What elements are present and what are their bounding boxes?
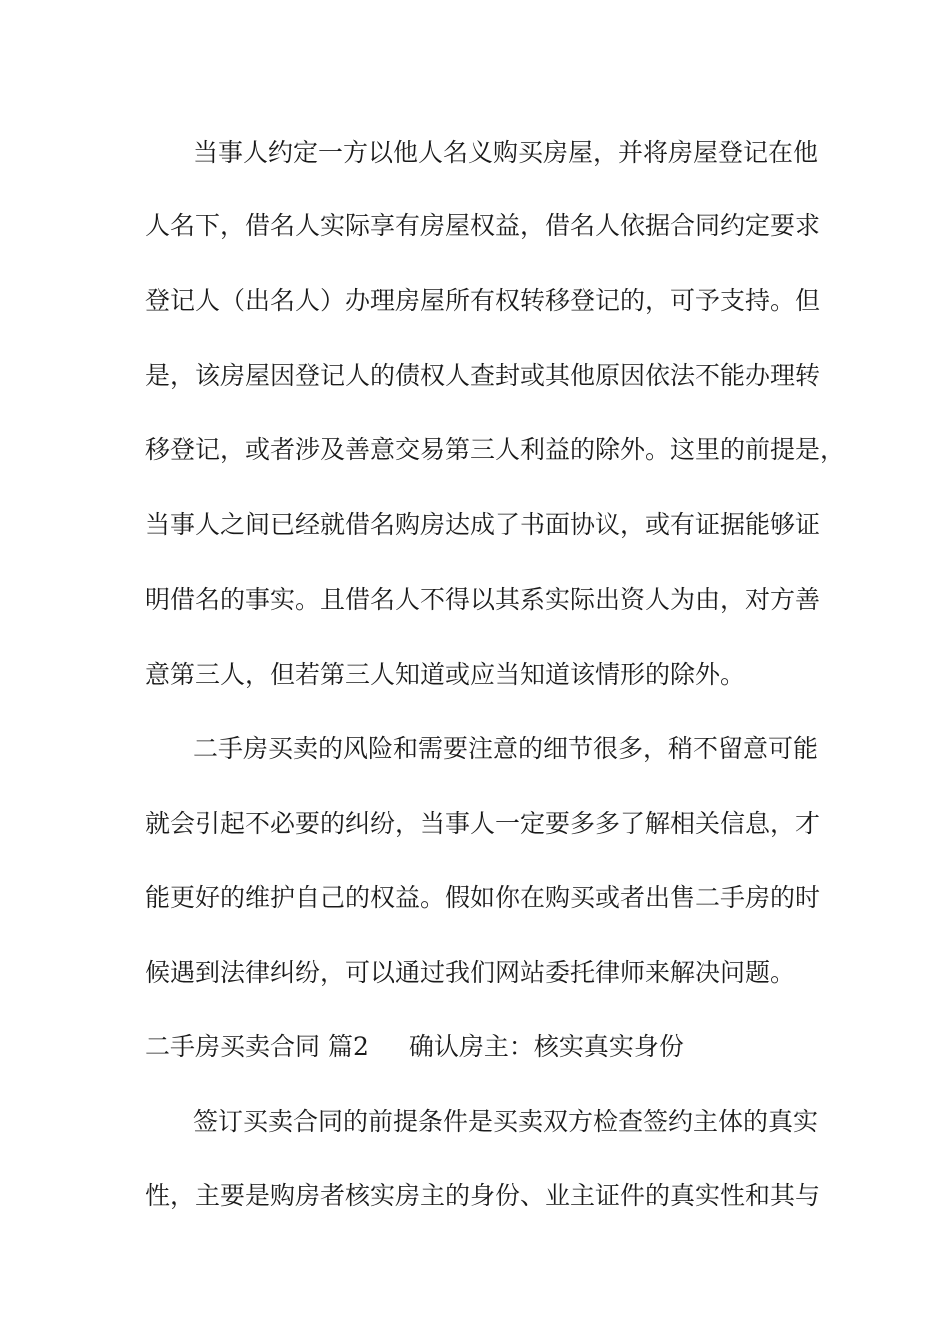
section-heading-subtitle: 确认房主：核实真实身份: [408, 1032, 684, 1061]
paragraph-2-line-1: 二手房买卖的风险和需要注意的细节很多，稍不留意可能: [193, 734, 819, 763]
section-heading-title: 二手房买卖合同 篇2: [145, 1032, 369, 1061]
paragraph-1-line-8: 意第三人，但若第三人知道或应当知道该情形的除外。: [145, 660, 746, 689]
paragraph-1-line-1: 当事人约定一方以他人名义购买房屋，并将房屋登记在他: [193, 138, 819, 167]
paragraph-1-line-7: 明借名的事实。且借名人不得以其系实际出资人为由，对方善: [145, 585, 821, 614]
section-heading: [145, 1031, 684, 1063]
paragraph-3-line-2: 性，主要是购房者核实房主的身份、业主证件的真实性和其与: [145, 1181, 821, 1210]
paragraph-1-line-3: 登记人（出名人）办理房屋所有权转移登记的，可予支持。但: [145, 286, 821, 315]
paragraph-3-line-1: 签订买卖合同的前提条件是买卖双方检查签约主体的真实: [193, 1107, 819, 1136]
paragraph-2-line-3: 能更好的维护自己的权益。假如你在购买或者出售二手房的时: [145, 883, 821, 912]
paragraph-1-line-5: 移登记，或者涉及善意交易第三人利益的除外。这里的前提是，: [145, 435, 846, 464]
paragraph-1-line-2: 人名下，借名人实际享有房屋权益，借名人依据合同约定要求: [145, 211, 821, 240]
paragraph-2-line-4: 候遇到法律纠纷，可以通过我们网站委托律师来解决问题。: [145, 958, 796, 987]
paragraph-1-line-4: 是，该房屋因登记人的债权人查封或其他原因依法不能办理转: [145, 361, 821, 390]
paragraph-2-line-2: 就会引起不必要的纠纷，当事人一定要多多了解相关信息，才: [145, 809, 821, 838]
paragraph-1-line-6: 当事人之间已经就借名购房达成了书面协议，或有证据能够证: [145, 510, 821, 539]
